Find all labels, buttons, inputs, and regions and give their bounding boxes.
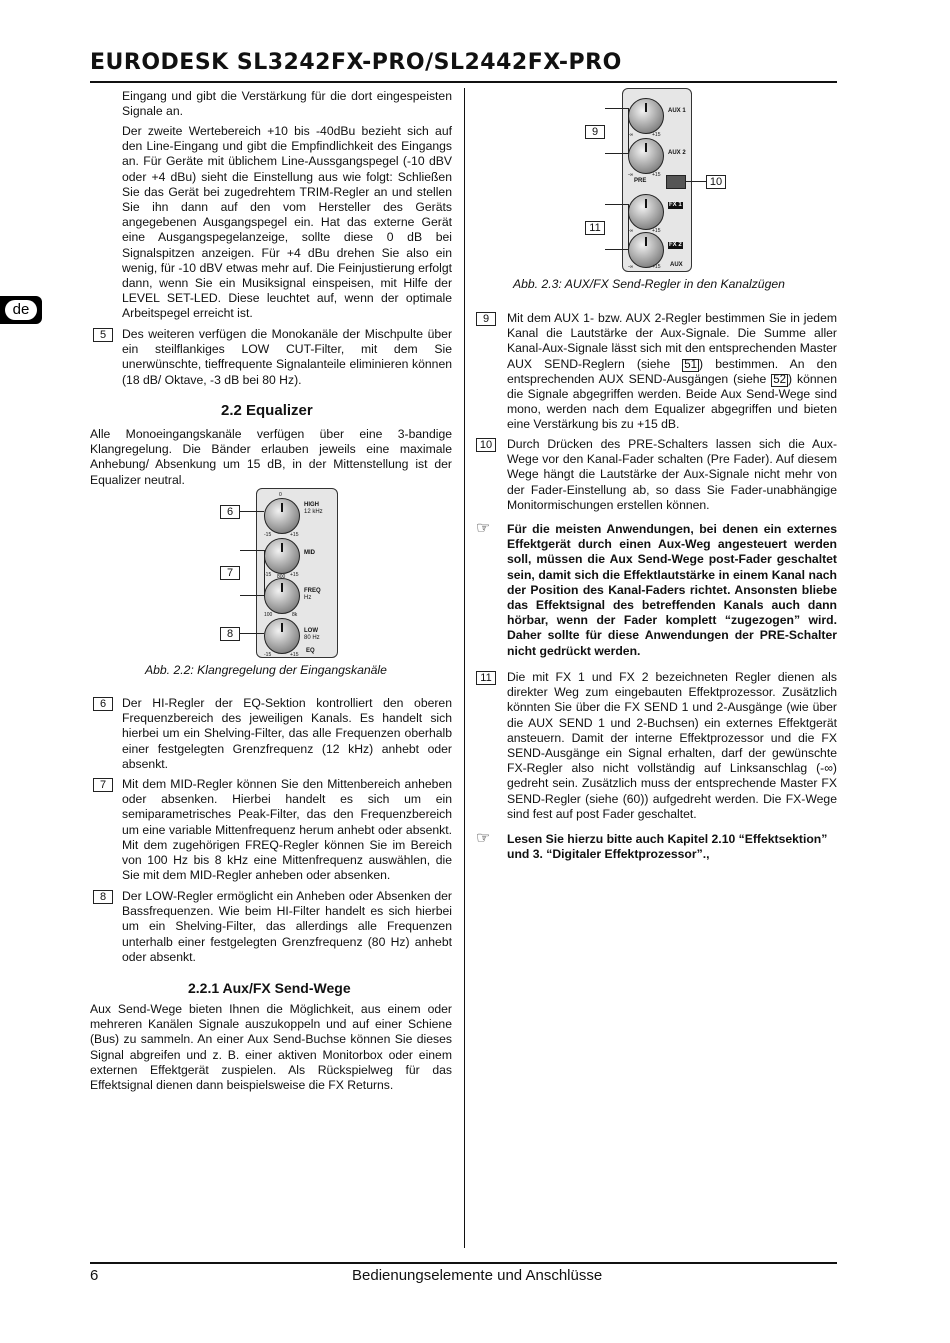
item-7-text: Mit dem MID-Regler können Sie den Mittenbereich anheben oder absenken. Hierbei handelt es sich um ein semiparametrisches Peak-Filter, das den Frequenzbereich um eine variable Mittenfrequenz herum anhebt oder absenkt. Mit dem zugehörigen FREQ-Regler können Sie im Bereich von 100 Hz bis 8 kHz eine Mittenfrequenz auswählen, die Sie mit dem MID-Regler anheben oder absenken. (122, 777, 452, 883)
freq-knob (264, 578, 300, 614)
item-8-text: Der LOW-Regler ermöglicht ein Anheben oder Absenken der Bassfrequenzen. Wie beim HI-Filter handelt es sich hierbei um ein Shelving-Filter, das allerdings alle Frequenzen unterhalb einer festgelegten Grenzfrequenz (80 Hz) anhebt oder absenkt. (122, 889, 452, 964)
aux2-max-tick: +15 (652, 172, 661, 178)
item-5-text: Des weiteren verfügen die Monokanäle der Mischpulte über ein steilflankiges LOW CUT-Filter, mit dem Sie unerwünschte, tieffrequente Signalanteile eliminieren können (18 dB/ Oktave, -3 dB bei 80 Hz). (122, 327, 452, 387)
item-10-text: Durch Drücken des PRE-Schalters lassen sich die Aux-Wege vor den Kanal-Fader schalten (Pre Fader). Auf diesem Wege hängt die Lautstärke der Aux-Signale nicht mehr von der Fader-Einstellung ab, so dass Sie Fader-unabhängige Monitormischungen erstellen können. (507, 437, 837, 512)
fx1-min-tick: -∞ (628, 228, 634, 234)
second-range-paragraph: Der zweite Wertebereich +10 bis -40dBu bezieht sich auf den Line-Eingang und gibt die Empfindlichkeit des Eingangs an. Für Geräte mit üblichem Line-Aussgangspegel (-10 dBV oder +4 dBu) sieht die Einstellung aus wie folgt: Schließen Sie das Gerät bei zugedrehtem TRIM-Regler an und stellen Sie ihn dann auf den vom Hersteller des Geräts angegebenen Ausgangspegel ein. Hat das externe Gerät eine Ausgangspegelanzeige, sollte diese 0 dB bei Signalspitzen anzeigen. Für +4 dBu drehen Sie also ein wenig, für -10 dBV etwas mehr auf. Die Feinjustierung erfolgt dann, wenn Sie ein Musiksignal einspeisen, mit Hilfe der LEVEL SET-LED. Diese leuchtet auf, wenn der optimale Arbeitspegel erreicht ist. (122, 124, 452, 321)
freq-max-tick: 8k (292, 612, 298, 618)
hand-pointer-icon: ☞ (476, 830, 491, 847)
equalizer-paragraph: Alle Monoeingangskanäle verfügen über eine 3-bandige Klangregelung. Die Bänder erlauben jeweils eine maximale Anhebung/ Absenkung um 15 dB, in der Mittenstellung ist der Equalizer neutral. (90, 427, 452, 487)
eq-figure (210, 488, 340, 660)
callout-6-line (240, 511, 264, 512)
high-zero-tick: 0 (279, 492, 282, 498)
item-9-text (507, 311, 837, 433)
language-tab (0, 296, 42, 324)
note-chapter-reference: Lesen Sie hierzu bitte auch Kapitel 2.10 “Effektsektion” und 3. “Digitaler Effektprozessor”., (507, 832, 828, 862)
eq-figure-caption: Abb. 2.2: Klangregelung der Eingangskanäle (145, 663, 387, 677)
item-9-number: 9 (476, 312, 496, 326)
freq-center-tick: 800 (277, 574, 286, 580)
aux2-label: AUX 2 (668, 150, 686, 156)
fx1-label: FX 1 (669, 202, 682, 208)
item-11-text: Die mit FX 1 und FX 2 bezeichneten Regler dienen als direkter Weg zum eingebauten Effektprozessor. Zusätzlich könnten Sie über die FX SEND 1 und 2-Ausgänge (wie über die AUX SEND 1 und 2-Buchsen) ein externes Effektgerät ansteuern. Damit der interne Effektprozessor und die FX SEND-Ausgänge ein Signal erhalten, darf der gewünschte FX-Regler also nicht vollständig auf Linksanschlag (-∞) gedreht sein. Zusätzlich muss der entsprechende Master FX SEND-Regler (siehe (60)) aufgedreht werden. Die FX-Wege sind fest auf post Fader geschaltet. (507, 670, 837, 821)
footer-section-title: Bedienungselemente und Anschlüsse (352, 1267, 603, 1284)
high-min-tick: -15 (264, 532, 272, 538)
ref-52: 52 (773, 373, 787, 386)
item-6-number: 6 (93, 697, 113, 711)
item-7-number: 7 (93, 778, 113, 792)
fx1-knob (628, 194, 664, 230)
language-label: de (5, 300, 37, 320)
aux-figure-caption: Abb. 2.3: AUX/FX Send-Regler in den Kanalzügen (513, 277, 785, 291)
callout-9: 9 (585, 125, 605, 139)
callout-9-bracket (605, 108, 629, 154)
high-knob (264, 498, 300, 534)
aux2-min-tick: -∞ (628, 172, 634, 178)
callout-8-line (240, 633, 264, 634)
equalizer-heading: 2.2 Equalizer (221, 402, 313, 419)
fx2-min-tick: -∞ (628, 264, 634, 270)
item-11-number: 11 (476, 671, 496, 685)
item-5-number: 5 (93, 328, 113, 342)
hand-pointer-icon: ☞ (476, 520, 491, 537)
item-10-number: 10 (476, 438, 496, 452)
note-post-fader: Für die meisten Anwendungen, bei denen ein externes Effektgerät durch einen Aux-Weg angesteuert werden soll, müssen die Aux Send-Wege post-Fader geschaltet sein, damit sich die Effektlautstärke in einem Kanal nach der Position des Kanal-Faders richtet. Ansonsten bliebe das Effektsignal des betreffenden Kanals auch dann hörbar, wenn der Fader komplett “zugezogen” wird. Daher sollte für diese Anwendungen der PRE-Schalter nicht gedrückt werden. (507, 522, 837, 658)
aux-fx-paragraph: Aux Send-Wege bieten Ihnen die Möglichkeit, aus einem oder mehreren Kanälen Signale auszukoppeln und auf einer Schiene (Bus) zu sammeln. An einer Aux Send-Buchse können Sie dieses Signal abgreifen und z. B. einer aktiven Monitorbox oder einem externen Effektgerät zuspielen. Als Rückspielweg für das Effektsignal dienen dann beispielsweise die FX Returns. (90, 1002, 452, 1093)
page-number: 6 (90, 1267, 99, 1284)
item-9-text-c: ) können die Signale abgegriffen werden. Beide Aux Send-Wege sind mono, werden nach dem Equalizer abgegriffen und bieten eine Verstärkung bis zu +15 dB. (507, 371, 837, 432)
callout-6: 6 (220, 505, 240, 519)
pre-label: PRE (634, 178, 647, 184)
column-separator (464, 88, 465, 1248)
fx2-label: FX 2 (669, 242, 682, 248)
mid-max-tick: +15 (290, 572, 299, 578)
footer-rule (90, 1262, 837, 1264)
header-rule (90, 81, 837, 83)
high-label: HIGH (304, 502, 319, 508)
mid-min-tick: -15 (264, 572, 272, 578)
ref-51: 51 (684, 358, 698, 371)
aux-section-label: AUX (670, 262, 683, 268)
callout-7-bracket (240, 550, 265, 596)
item-9-text-a: Mit dem AUX 1- bzw. AUX 2-Regler bestimmen Sie in jedem Kanal die Lautstärke der Aux-Signale. Die Summe aller Kanal-Aux-Signale lässt sich mit den entsprechenden Master AUX SEND-Reglern (siehe (507, 311, 837, 371)
high-max-tick: +15 (290, 532, 299, 538)
fx2-max-tick: +15 (652, 264, 661, 270)
callout-11: 11 (585, 221, 605, 235)
mid-label: MID (304, 550, 315, 556)
eq-section-label: EQ (306, 648, 315, 654)
low-max-tick: +15 (290, 652, 299, 658)
aux1-max-tick: +15 (652, 132, 661, 138)
fx2-knob (628, 232, 664, 268)
callout-8: 8 (220, 627, 240, 641)
aux1-knob (628, 98, 664, 134)
pre-button (666, 175, 686, 189)
aux2-knob (628, 138, 664, 174)
freq-label: FREQ (304, 588, 321, 594)
aux1-min-tick: -∞ (628, 132, 634, 138)
low-min-tick: -15 (264, 652, 272, 658)
freq-min-tick: 100 (264, 612, 273, 618)
callout-10: 10 (706, 175, 726, 189)
callout-11-bracket (605, 204, 629, 250)
document-title: EURODESK SL3242FX-PRO/SL2442FX-PRO (90, 50, 622, 75)
mid-knob (264, 538, 300, 574)
aux1-label: AUX 1 (668, 108, 686, 114)
item-6-text: Der HI-Regler der EQ-Sektion kontrolliert den oberen Frequenzbereich des jeweiligen Kanals. Es handelt sich hierbei um ein Shelving-Filter, das alle Frequenzen oberhalb einer festgelegten Grenzfrequenz (12 kHz) anhebt oder absenkt. (122, 696, 452, 771)
item-8-number: 8 (93, 890, 113, 904)
low-freq-label: 80 Hz (304, 635, 320, 641)
fx1-max-tick: +15 (652, 228, 661, 234)
high-freq-label: 12 kHz (304, 509, 323, 515)
callout-7: 7 (220, 566, 240, 580)
aux-fx-figure (582, 88, 732, 272)
low-knob (264, 618, 300, 654)
intro-paragraph: Eingang und gibt die Verstärkung für die dort eingespeisten Signale an. (122, 89, 452, 119)
item-9-text-b: ) bestimmen. An den entsprechenden AUX SEND-Ausgängen (siehe (507, 356, 837, 386)
aux-fx-heading: 2.2.1 Aux/FX Send-Wege (188, 980, 351, 996)
freq-unit-label: Hz (304, 595, 312, 601)
callout-10-line (686, 181, 706, 182)
low-label: LOW (304, 628, 318, 634)
